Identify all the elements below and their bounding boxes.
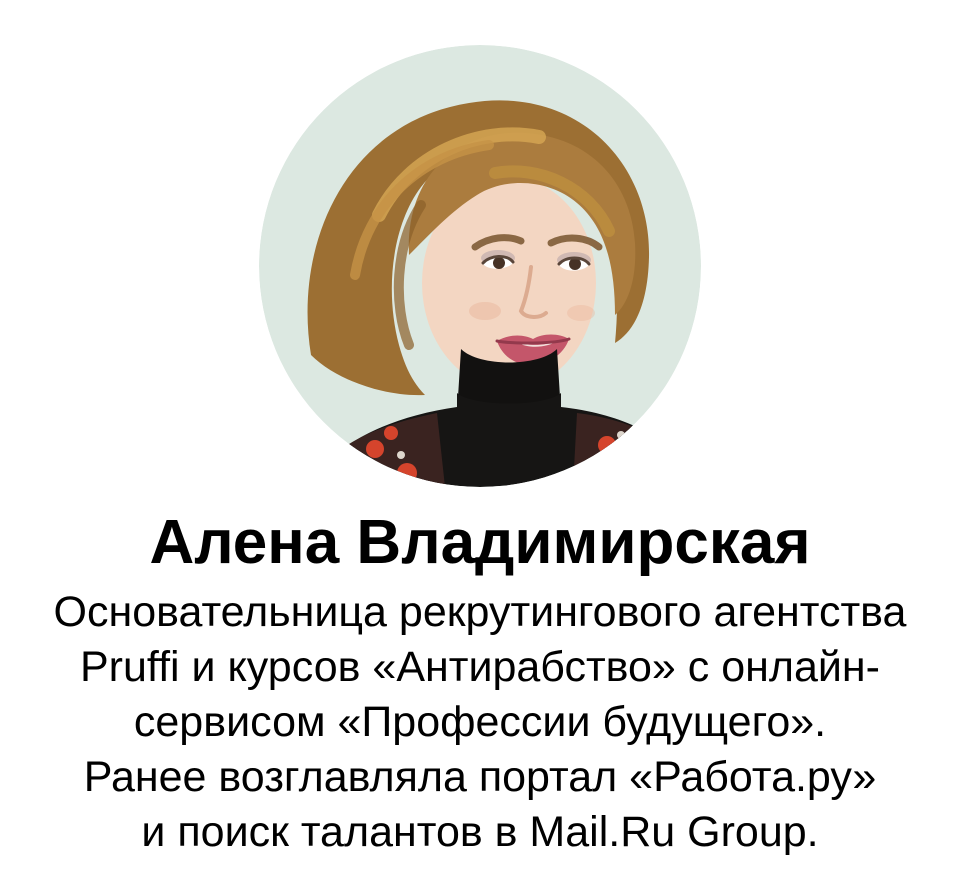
pattern-dot [595, 455, 603, 463]
person-name: Алена Владимирская [149, 508, 811, 577]
pattern-dot [334, 462, 356, 484]
pattern-dot [350, 478, 364, 487]
right-blush [567, 305, 595, 321]
pattern-dot [397, 451, 405, 459]
profile-photo [259, 45, 701, 487]
bio-line: Pruffi и курсов «Антирабство» с онлайн- [80, 642, 880, 691]
pattern-dot [331, 477, 339, 485]
bio-line: Ранее возглавляла портал «Работа.ру» [83, 752, 877, 801]
left-blush [469, 302, 501, 320]
pattern-dot [631, 459, 651, 479]
person-bio [0, 585, 960, 860]
pattern-dot [384, 426, 398, 440]
pattern-dot [598, 436, 616, 454]
bio-line: Основательница рекрутингового агентства [53, 587, 907, 636]
pattern-dot [358, 456, 368, 466]
left-iris [493, 257, 505, 269]
bio-line: сервисом «Профессии будущего». [133, 697, 827, 746]
portrait-illustration [259, 45, 701, 487]
pattern-dot [366, 440, 384, 458]
pattern-dot [651, 449, 659, 457]
bio-line: и поиск талантов в Mail.Ru Group. [141, 807, 819, 856]
pattern-dot [587, 469, 603, 485]
pattern-dot [660, 476, 674, 487]
pattern-dot [397, 463, 417, 483]
pattern-dot [617, 431, 625, 439]
